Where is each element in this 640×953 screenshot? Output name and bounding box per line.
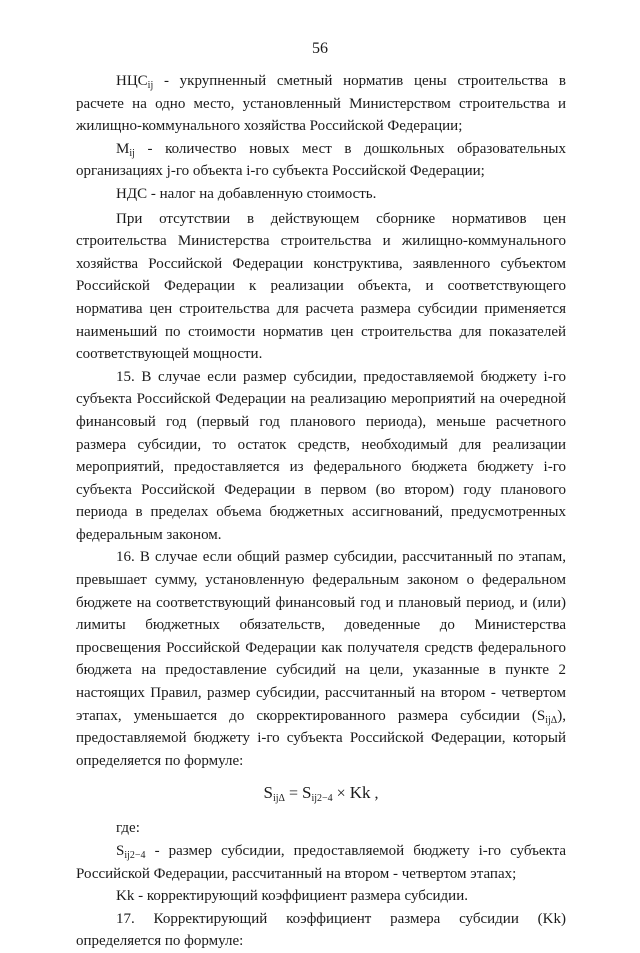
- paragraph-17: [76, 908, 566, 953]
- paragraph-text: 16. В случае если общий размер субсидии, рассчитанный по этапам, превышает сумму, установленную федеральным законом о федеральном бюджете на соответствующий финансовый год и плановый период, и (или) лимиты бюджетных обязательств, доведенные до Министерства просвещения Российской Федерации как получателя средств федерального бюджета на предоставление субсидий на цели, указанные в пункте 2 настоящих Правил, размер субсидии, рассчитанный на втором - четвертом этапах, уменьшается до скорректированного размера субсидии (: [76, 549, 566, 724]
- subscript: ij: [147, 80, 154, 91]
- definition-ncs: [76, 70, 566, 138]
- definition-text: - количество новых мест в дошкольных образовательных организациях j-го объекта i-го субъекта Российской Федерации;: [76, 140, 566, 180]
- formula-end: ,: [370, 785, 379, 803]
- paragraph-text: 17. Корректирующий коэффициент размера субсидии (: [116, 910, 543, 927]
- formula-lhs: S: [263, 783, 273, 803]
- symbol: M: [116, 140, 130, 157]
- formula-op: ×: [332, 785, 350, 803]
- document-body: [76, 70, 566, 953]
- formula-eq: =: [284, 785, 302, 803]
- page-number: 56: [312, 40, 328, 57]
- formula-lhs-sub: ijΔ: [272, 793, 285, 805]
- symbol: S: [116, 843, 125, 859]
- paragraph-tail: ) определяется по формуле:: [76, 910, 566, 950]
- formula-rhs: S: [302, 783, 312, 803]
- subscript: ij: [129, 147, 135, 159]
- formula-rhs-sub: ij2−4: [311, 793, 333, 805]
- definition-text: - размер субсидии, предоставляемой бюджету i-го субъекта Российской Федерации, рассчитанный на втором - четвертом этапах;: [76, 843, 566, 882]
- paragraph-16: [76, 546, 566, 772]
- definition-m: [76, 138, 566, 183]
- paragraph-15: 15. В случае если размер субсидии, предоставляемой бюджету i-го субъекта Российской Федерации на реализацию мероприятий на очередной финансовый год (первый год планового периода), меньше расчетного размера субсидии, то остаток средств, необходимый для реализации мероприятий, предоставляется из федерального бюджета бюджету i-го субъекта Российской Федерации в первом (во втором) году планового периода в пределах объема бюджетных ассигнований, предусмотренных федеральным законом.: [76, 368, 566, 543]
- symbol: Kk: [116, 888, 135, 905]
- subscript: ij2−4: [124, 850, 146, 861]
- symbol: Kk: [542, 910, 561, 927]
- definition-kk: [76, 885, 566, 908]
- symbol: НДС: [116, 185, 148, 202]
- definition-text: - укрупненный сметный норматив цены строительства в расчете на одно место, установленный Министерством строительства и жилищно-коммунального хозяйства Российской Федерации;: [76, 73, 566, 135]
- formula-k: Kk: [349, 783, 371, 803]
- definition-text: - налог на добавленную стоимость.: [147, 185, 377, 202]
- definition-sij24: [76, 840, 566, 885]
- paragraph-tail: ), предоставляемой бюджету i-го субъекта Российской Федерации, который определяется по формуле:: [76, 707, 566, 769]
- definition-nds: [76, 183, 566, 206]
- symbol: S: [536, 707, 546, 724]
- paragraph-no-norm: При отсутствии в действующем сборнике нормативов цен строительства Министерства строительства и жилищно-коммунального хозяйства Российской Федерации конструктива, заявленного субъектом Российской Федерации к реализации объекта, и соответствующего норматива цен строительства для расчета размера субсидии применяется наименьший по стоимости норматив цен строительства для показателей соответствующей мощности.: [76, 210, 566, 363]
- formula-sij-delta: [76, 780, 566, 807]
- definition-text: - корректирующий коэффициент размера субсидии.: [134, 888, 468, 905]
- symbol: НЦС: [116, 73, 148, 89]
- where-label: где:: [116, 820, 140, 837]
- subscript: ijΔ: [545, 714, 558, 726]
